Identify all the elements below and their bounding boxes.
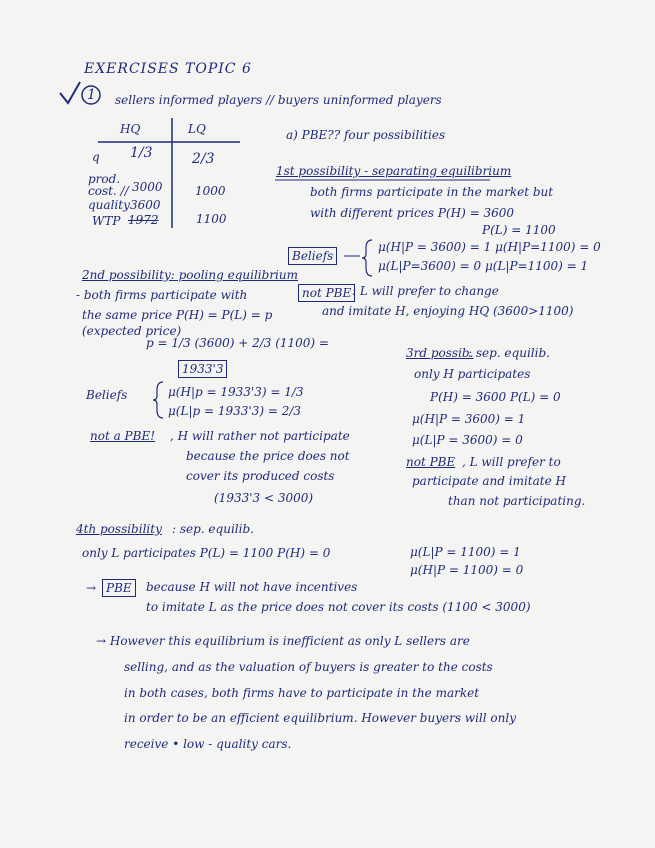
possibility-2-line-1: - both firms participate with	[76, 288, 248, 302]
possibility-3-not-pbe-text-1: , L will prefer to	[462, 455, 561, 469]
possibility-3-line-2: P(H) = 3600 P(L) = 0	[430, 390, 561, 404]
possibility-4-line-1: only L participates P(L) = 1100 P(H) = 0	[82, 546, 331, 560]
table-row-wtp-label-1: quality	[88, 198, 130, 212]
possibility-3-line-4: μ(L|P = 3600) = 0	[412, 433, 523, 447]
possibility-4-pbe-label: PBE	[102, 579, 136, 597]
check-mark-icon	[60, 82, 80, 103]
beliefs-label-box: Beliefs	[288, 247, 337, 265]
possibility-2-formula: p = 1/3 (3600) + 2/3 (1100) =	[146, 336, 329, 350]
possibility-2-belief-1: μ(H|p = 1933'3) = 1/3	[168, 385, 304, 399]
conclusion-line-2: selling, and as the valuation of buyers is greater to the costs	[124, 660, 493, 674]
possibility-2-belief-2: μ(L|p = 1933'3) = 2/3	[168, 404, 302, 418]
possibility-1-not-pbe-text-2: and imitate H, enjoying HQ (3600>1100)	[322, 304, 574, 318]
possibility-4-arrow: →	[86, 581, 97, 595]
table-header-lq: LQ	[188, 122, 206, 136]
page-title-text: EXERCISES TOPIC 6	[84, 61, 252, 77]
possibility-1-line-1: both firms participate in the market but	[310, 185, 554, 199]
possibility-3-not-pbe-label: not PBE	[406, 455, 456, 469]
table-cell-wtp-hq-struck: 1972	[128, 213, 159, 227]
possibility-3-line-3: μ(H|P = 3600) = 1	[412, 412, 526, 426]
possibility-2-result-box: 1933'3	[178, 360, 227, 378]
table-cell-q-lq: 2/3	[192, 151, 215, 167]
possibility-4-belief-1: μ(L|P = 1100) = 1	[410, 545, 521, 559]
table-cell-q-hq: 1/3	[130, 145, 153, 161]
possibility-4-pbe-text-1: because H will not have incentives	[146, 580, 358, 594]
conclusion-line-4: in order to be an efficient equilibrium. However buyers will only	[124, 711, 516, 725]
possibility-3-not-pbe-text-3: than not participating.	[448, 494, 586, 508]
possibility-2-not-pbe-label: not a PBE!	[90, 429, 156, 443]
table-cell-cost-hq: 3000	[132, 180, 163, 194]
possibility-2-not-pbe-text-4: (1933'3 < 3000)	[214, 491, 314, 505]
table-row-cost-label-1: prod.	[88, 172, 121, 186]
possibility-4-title: 4th possibility	[76, 522, 162, 536]
conclusion-line-1: → However this equilibrium is inefficient as only L sellers are	[96, 634, 470, 648]
possibility-3-title: 3rd possib.	[406, 346, 474, 360]
possibility-1-line-3: P(L) = 1100	[482, 223, 556, 237]
table-cell-cost-lq: 1000	[195, 184, 226, 198]
possibility-2-not-pbe-text-1: , H will rather not participate	[170, 429, 350, 443]
conclusion-line-3: in both cases, both firms have to participate in the market	[124, 686, 480, 700]
possibility-2-line-3: (expected price)	[82, 324, 182, 338]
possibility-2-beliefs-label: Beliefs	[86, 388, 128, 402]
possibility-2-line-2: the same price P(H) = P(L) = p	[82, 308, 273, 322]
table-header-hq: HQ	[120, 122, 141, 136]
possibility-2-title: 2nd possibility: pooling equilibrium	[82, 268, 298, 282]
table-row-q-label: q	[92, 150, 100, 164]
possibility-4-belief-2: μ(H|P = 1100) = 0	[410, 563, 524, 577]
table-row-cost-label-2: cost. //	[88, 184, 129, 198]
possibility-1-line-2: with different prices P(H) = 3600	[310, 206, 514, 220]
possibility-3-title-rest: : sep. equilib.	[468, 346, 550, 360]
possibility-4-title-rest: : sep. equilib.	[172, 522, 254, 536]
possibility-1-title: 1st possibility - separating equilibrium	[276, 164, 512, 178]
question-number: 1	[87, 87, 96, 103]
possibility-1-belief-2: μ(L|P=3600) = 0 μ(L|P=1100) = 1	[378, 259, 589, 273]
possibility-2-not-pbe-text-2: because the price does not	[186, 449, 350, 463]
table-cell-wtp-hq: 3600	[130, 198, 161, 212]
possibility-4-pbe-text-2: to imitate L as the price does not cover its costs (1100 < 3000)	[146, 600, 531, 614]
conclusion-line-5: receive • low - quality cars.	[124, 737, 292, 751]
possibility-3-line-1: only H participates	[414, 367, 531, 381]
part-a-heading: a) PBE?? four possibilities	[286, 128, 446, 142]
possibility-1-belief-1: μ(H|P = 3600) = 1 μ(H|P=1100) = 0	[378, 240, 601, 254]
possibility-1-not-pbe-label: not PBE	[298, 284, 355, 302]
table-row-wtp-label-2: WTP	[92, 214, 121, 228]
possibility-3-not-pbe-text-2: participate and imitate H	[412, 474, 566, 488]
problem-statement: sellers informed players // buyers uninformed players	[115, 93, 442, 107]
table-cell-wtp-lq: 1100	[196, 212, 227, 226]
possibility-2-not-pbe-text-3: cover its produced costs	[186, 469, 335, 483]
possibility-1-not-pbe-text-1: : L will prefer to change	[352, 284, 499, 298]
